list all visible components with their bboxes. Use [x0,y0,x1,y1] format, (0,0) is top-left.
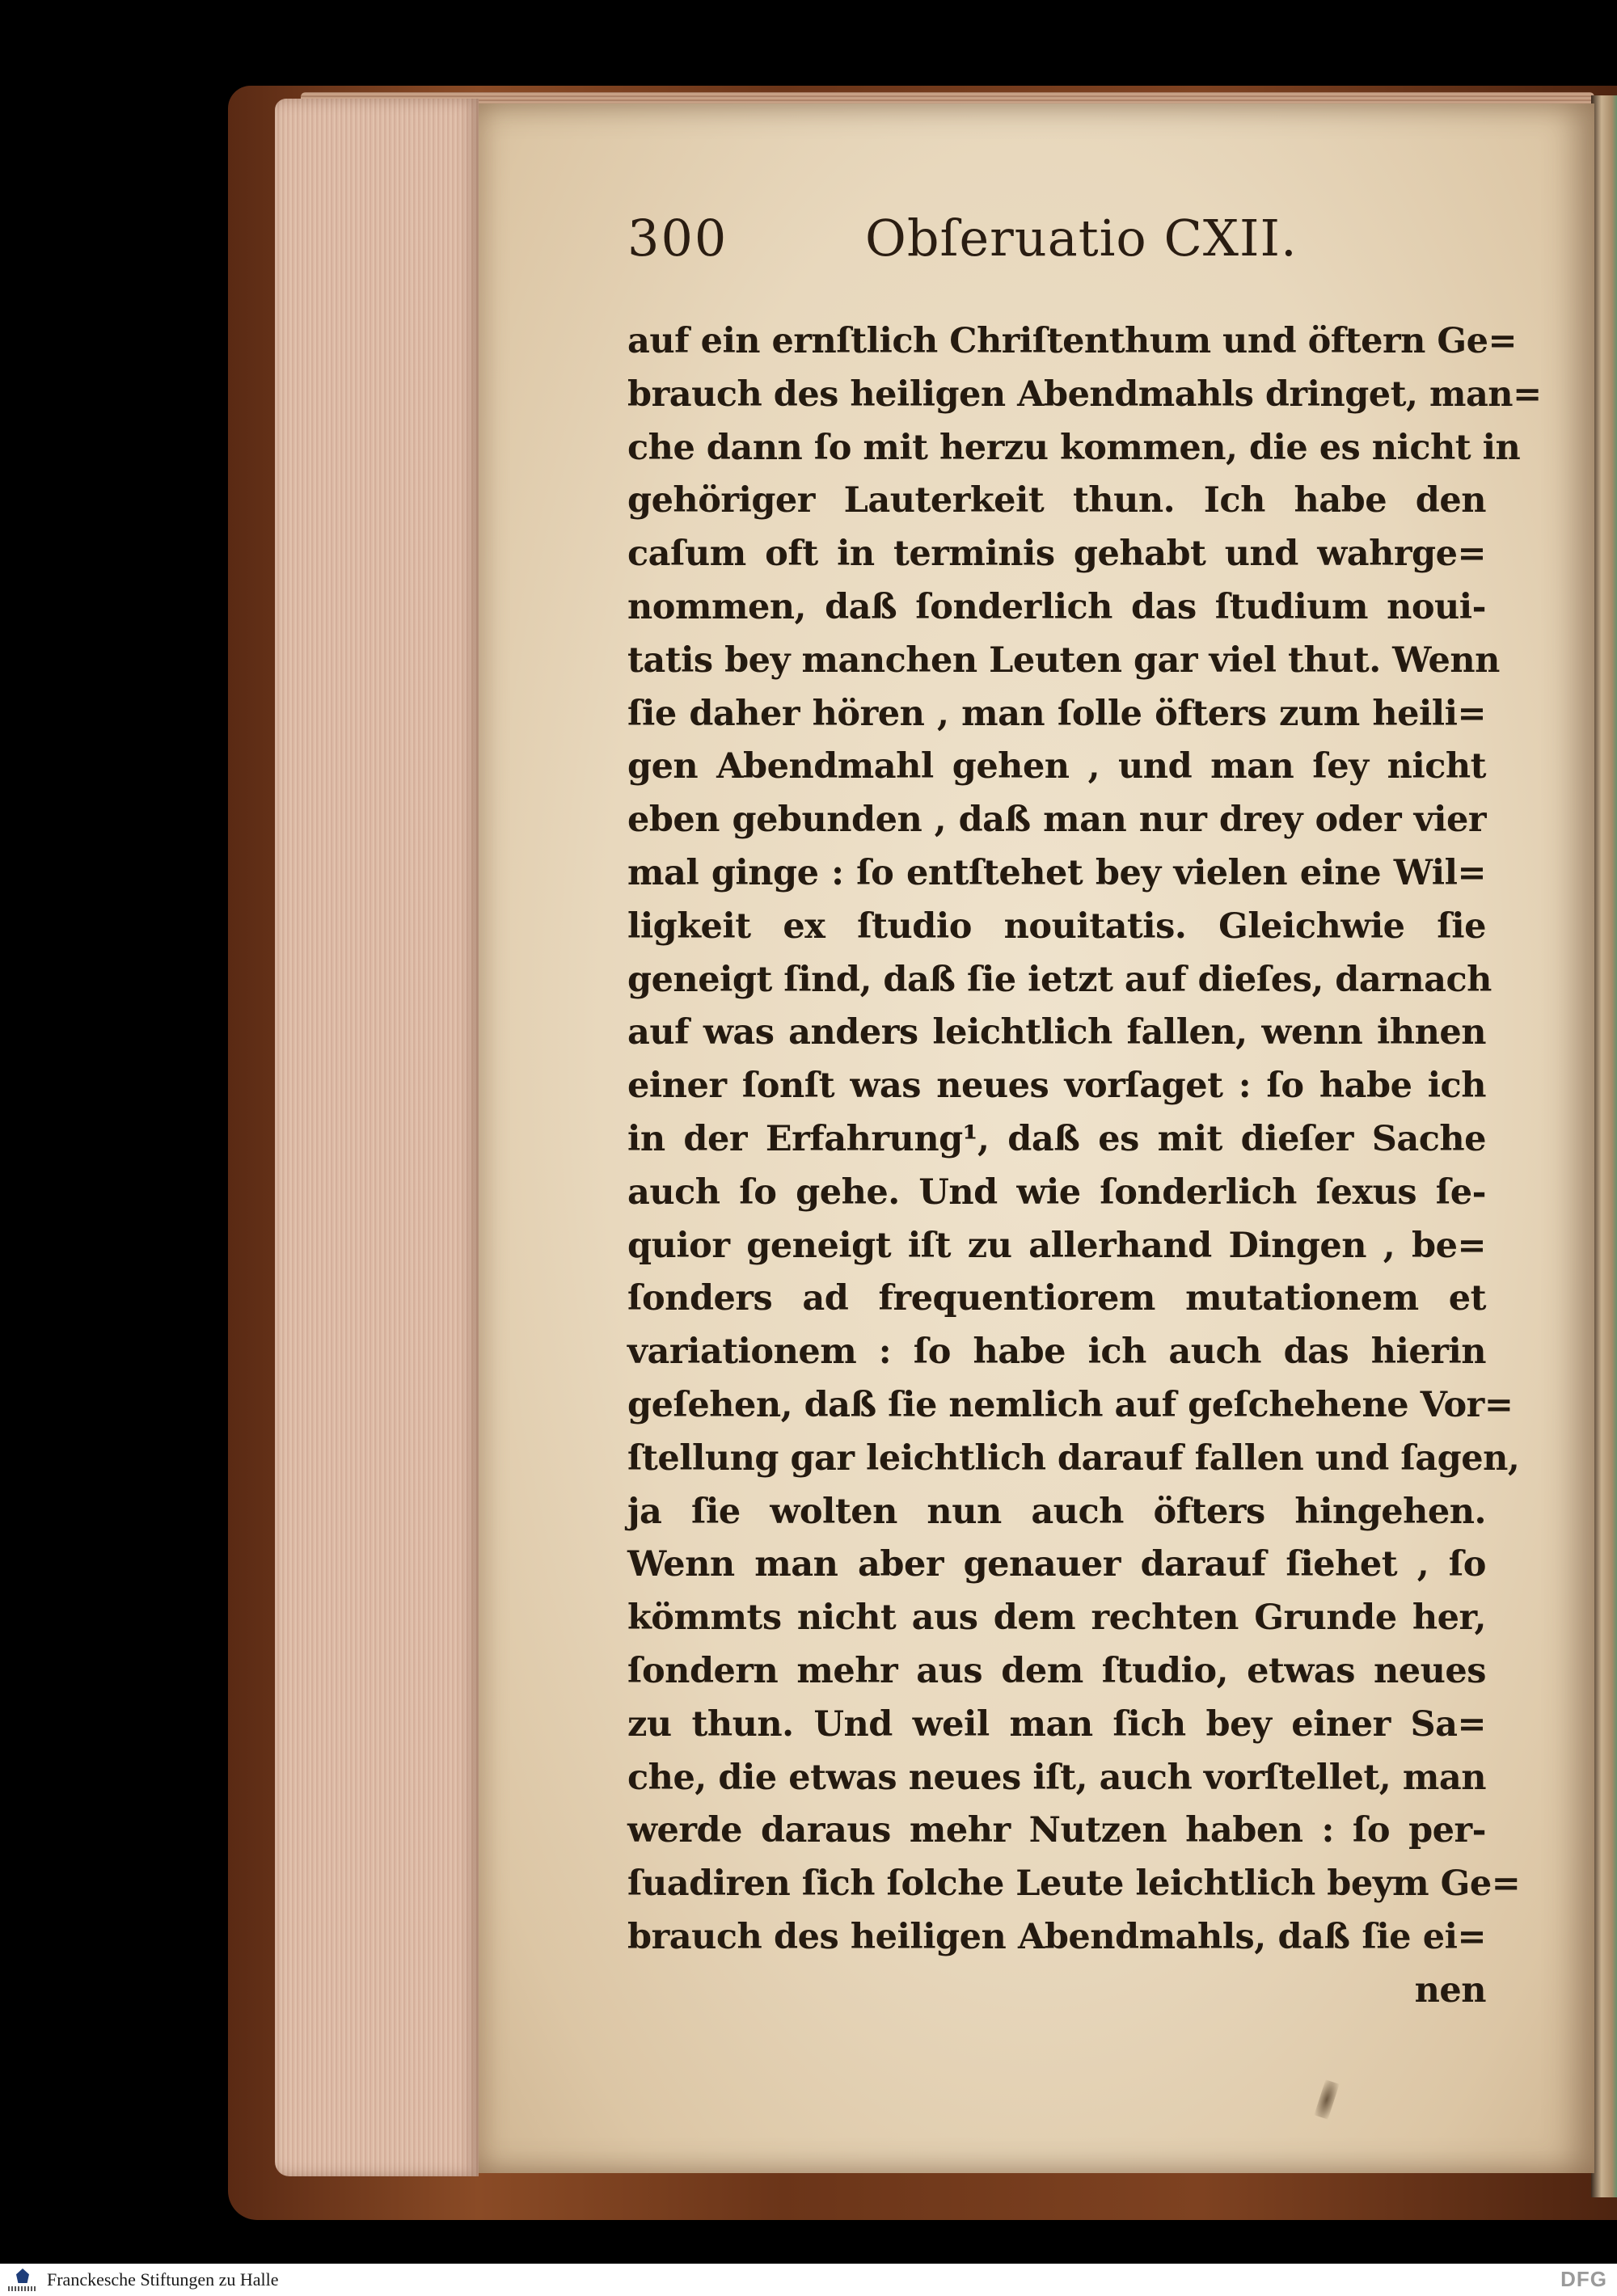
running-head: Obſeruatio CXII. [865,209,1298,268]
text-line: brauch des heiligen Abendmahls dringet, man= [627,374,1542,415]
text-line: gehöriger Lauterkeit thun. Ich habe den [627,480,1486,521]
body-text [627,315,1542,2018]
text-line: geſehen, daß ſie nemlich auf geſchehene Vor= [627,1384,1514,1425]
text-line: Wenn man aber genauer darauf ſiehet , ſo [627,1544,1486,1585]
text-line: che, die etwas neues iſt, auch vorſtellet, man [627,1757,1486,1798]
institution-name: Franckesche Stiftungen zu Halle [47,2269,279,2290]
text-line: auf was anders leichtlich fallen, wenn ihnen [627,1012,1486,1053]
logo-mark [16,2269,29,2283]
text-line: ſonders ad frequentiorem mutationem et [627,1278,1486,1319]
page-number: 300 [627,209,728,268]
text-line: eben gebunden , daß man nur drey oder vier [627,800,1486,841]
text-line: nommen, daß ſonderlich das ſtudium noui- [627,586,1486,627]
dfg-logo: DFG [1560,2267,1607,2291]
text-line: variationem : ſo habe ich auch das hierin [627,1332,1486,1373]
text-line: gen Abendmahl gehen , und man ſey nicht [627,746,1486,787]
catchword: nen [1414,1969,1486,2011]
viewer-footer [0,2264,1617,2296]
text-line: auf ein ernſtlich Chriſtenthum und öftern Ge= [627,321,1518,361]
text-line: einer ſonſt was neues vorſaget : ſo habe ich [627,1066,1486,1107]
text-line: quior geneigt iſt zu allerhand Dingen , be= [627,1225,1486,1266]
text-line: zu thun. Und weil man ſich bey einer Sa= [627,1703,1486,1745]
text-line: ſtellung gar leichtlich darauf fallen und ſagen, [627,1437,1520,1479]
text-line: geneigt ſind, daß ſie ietzt auf dieſes, darnach [627,959,1492,1000]
logo-subtext [8,2286,37,2291]
text-line: tatis bey manchen Leuten gar viel thut. Wenn [627,639,1500,681]
page-block-fore-edge [275,99,479,2176]
facing-page-gutter [1591,95,1617,2197]
text-line: che dann ſo mit herzu kommen, die es nicht in [627,427,1521,468]
text-line: ſie daher hören , man ſolle öfters zum heili= [627,693,1486,734]
text-line: in der Erfahrung¹, daß es mit dieſer Sache [627,1118,1486,1159]
text-line: auch ſo gehe. Und wie ſonderlich ſexus ſe- [627,1171,1486,1213]
institution-logo-icon [6,2267,39,2293]
text-line: werde daraus mehr Nutzen haben : ſo per- [627,1810,1486,1851]
text-line: ja ſie wolten nun auch öfters hingehen. [627,1491,1486,1532]
text-line: ſondern mehr aus dem ſtudio, etwas neues [627,1650,1486,1691]
text-line: mal ginge : ſo entſtehet bey vielen eine Wil= [627,852,1486,893]
text-line: brauch des heiligen Abendmahls, daß ſie ei= [627,1916,1486,1957]
text-line: kömmts nicht aus dem rechten Grunde her, [627,1597,1486,1639]
page-header [627,209,1517,281]
text-line: ligkeit ex ſtudio nouitatis. Gleichwie ſie [627,905,1486,947]
text-line: ſuadiren ſich ſolche Leute leichtlich beym Ge= [627,1863,1521,1905]
text-line: caſum oft in terminis gehabt und wahrge= [627,534,1486,575]
